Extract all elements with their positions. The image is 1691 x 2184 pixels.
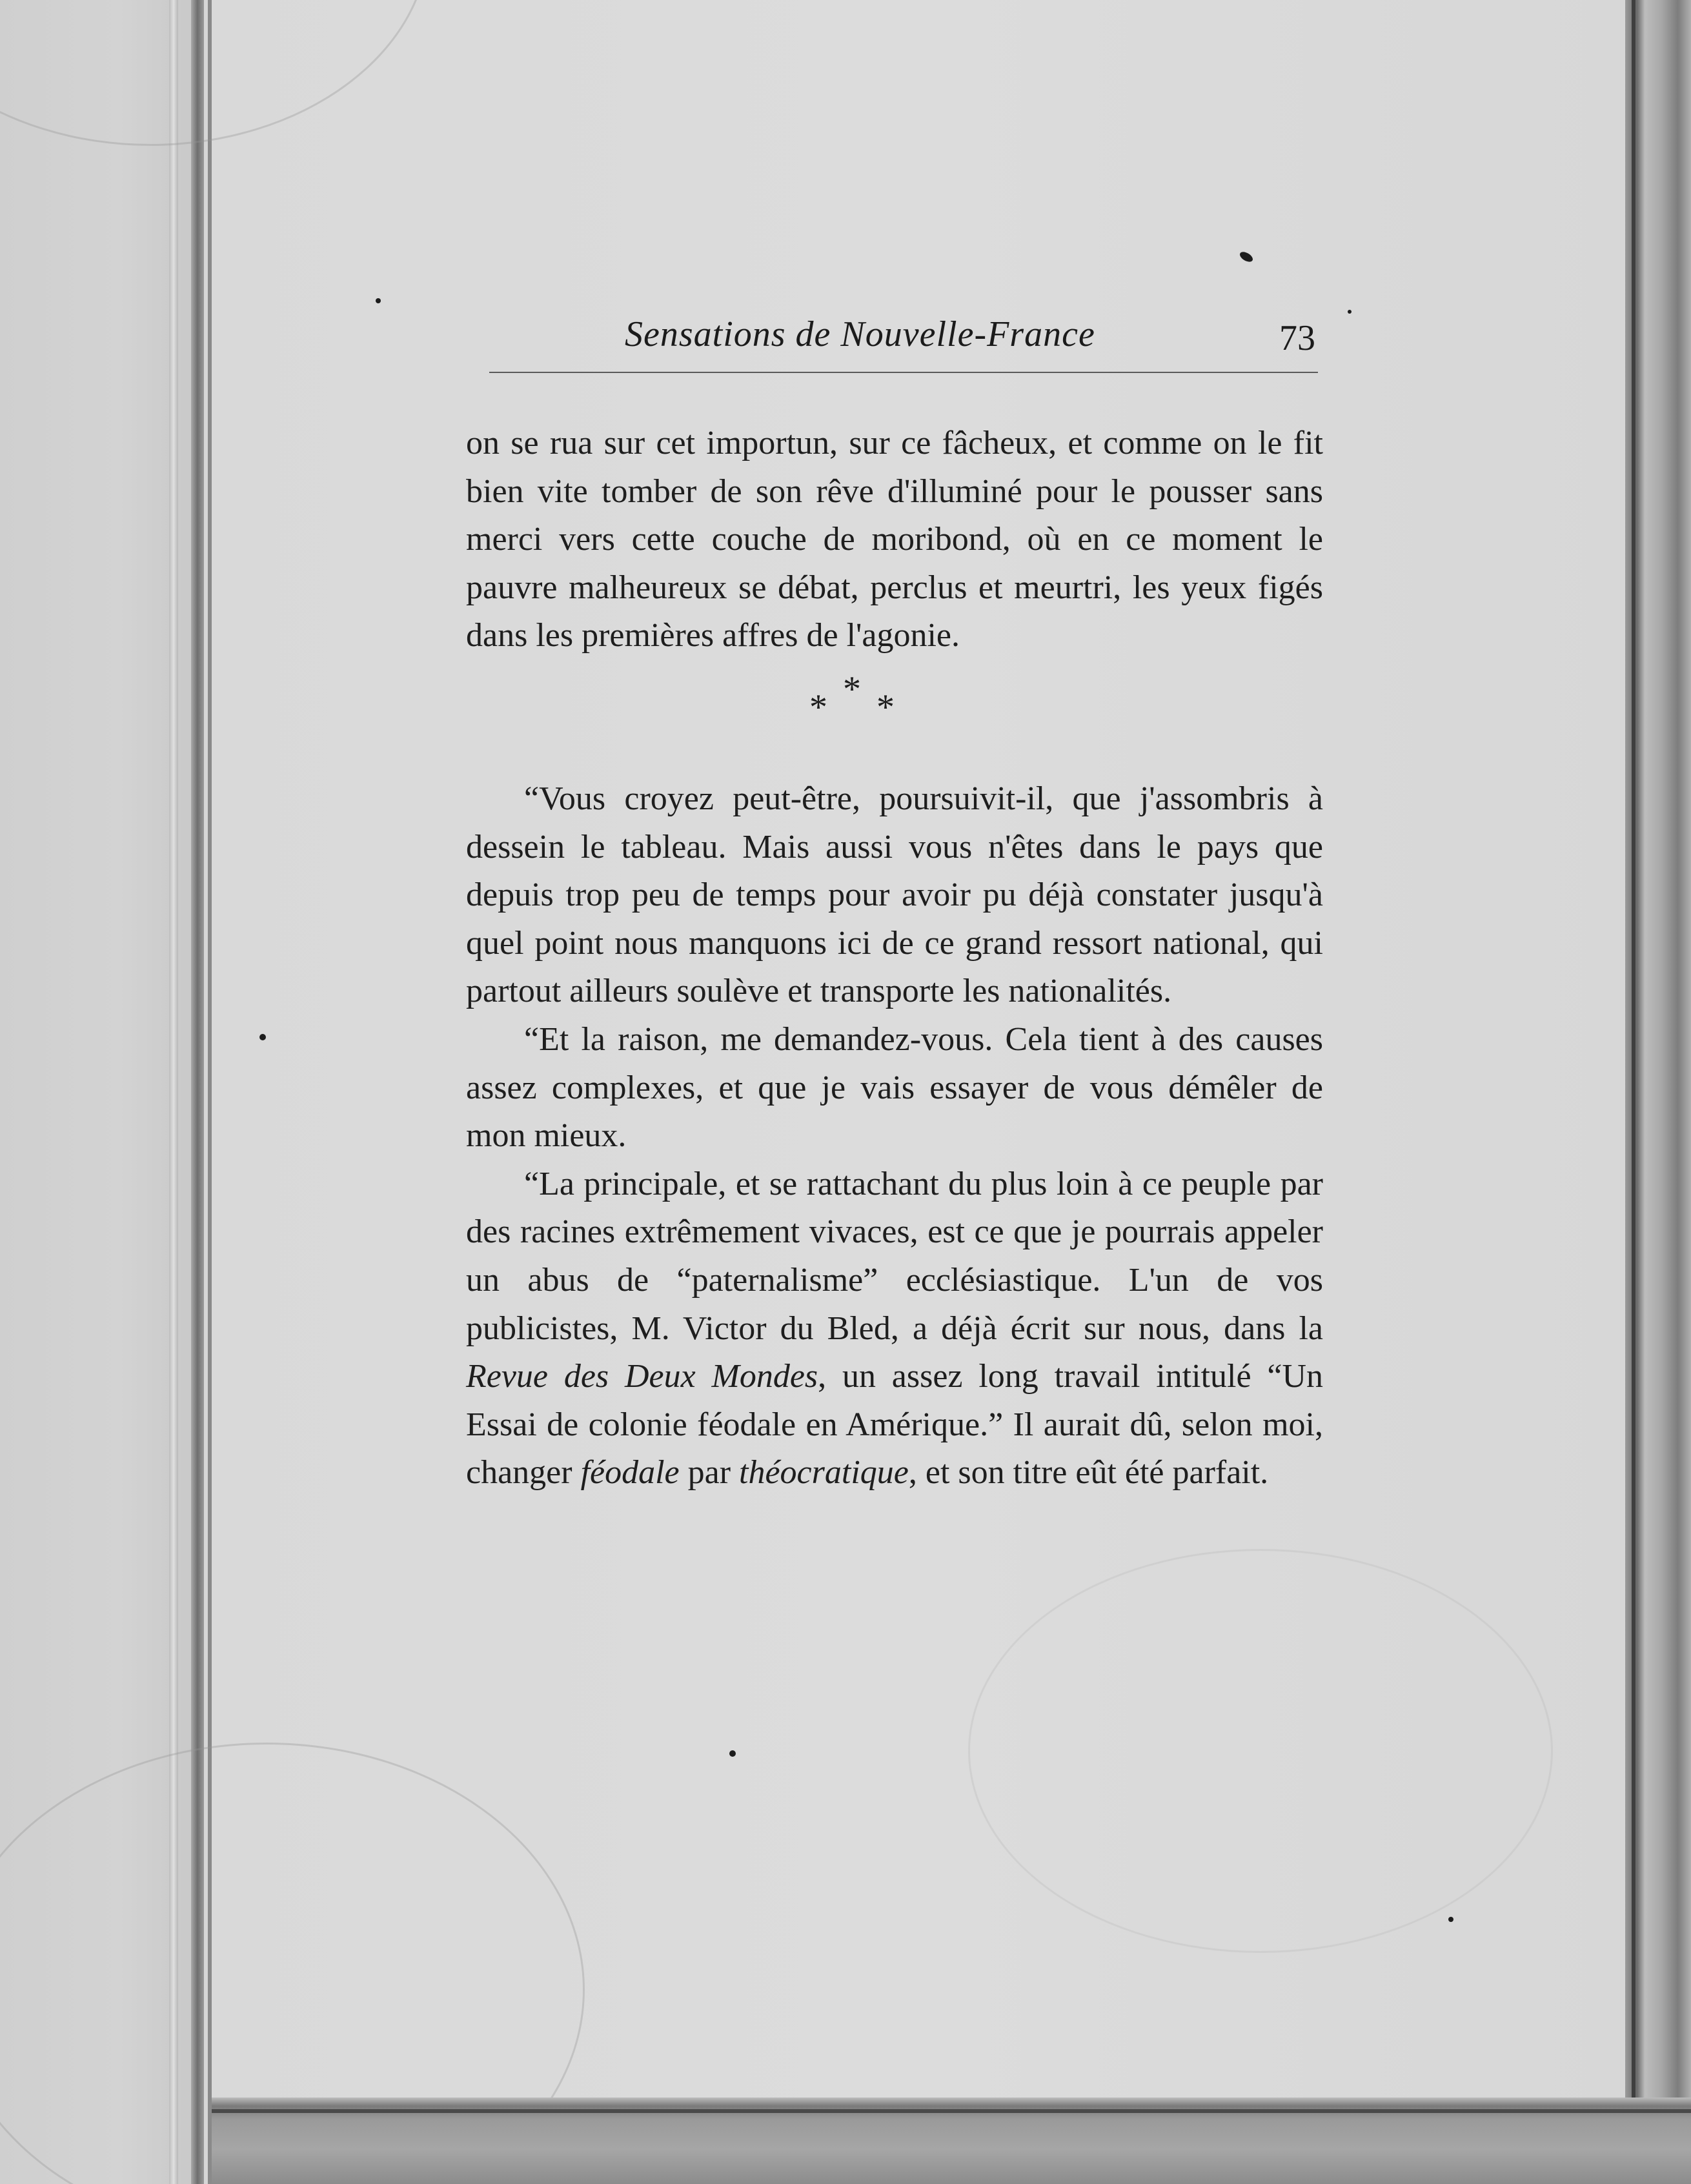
- paragraph: [466, 1160, 1323, 1497]
- dust-speck: [1348, 310, 1352, 314]
- body-text: [466, 420, 1323, 1497]
- journal-title: Revue des Deux Mondes: [466, 1358, 818, 1395]
- asterism-divider: [466, 665, 1323, 775]
- page-number: 73: [1279, 318, 1315, 358]
- dust-speck: [729, 1750, 736, 1757]
- asterism-star: *: [843, 669, 861, 709]
- water-stain: [968, 1549, 1553, 1953]
- paragraph-text: , un assez long travail intitulé “Un Essai de colonie féodale en Amérique.” Il aurait dû, selon moi, changer: [466, 1358, 1323, 1491]
- cover-board-line: [1632, 0, 1635, 2184]
- dust-speck: [259, 1034, 266, 1040]
- paragraph: “Et la raison, me demandez-vous. Cela tient à des causes assez complexes, et que je vais essayer de vous démêler de mon mieux.: [466, 1020, 1323, 1155]
- paragraph: on se rua sur cet importun, sur ce fâcheux, et comme on le fit bien vite tomber de son rêve d'illuminé pour le pousser sans merci vers cette couche de moribond, où en ce moment le pauvre malheureux se débat, perclus et meurtri, les yeux figés dans les premières affres de l'agonie.: [466, 425, 1323, 654]
- emphasized-word: théocratique: [739, 1454, 909, 1491]
- dust-speck: [376, 298, 381, 303]
- paragraph-text: “La principale, et se rattachant du plus loin à ce peuple par des racines extrêmement vivaces, est ce que je pourrais appeler un abus de “paternalisme” ecclésiastique. L'un de vos publicistes, M. Victor du Bled, a déjà écrit sur nous, dans la: [466, 1165, 1323, 1347]
- asterism-star: *: [876, 687, 895, 727]
- dust-speck: [1448, 1917, 1453, 1922]
- asterism-star: *: [809, 687, 827, 727]
- running-head: [463, 303, 1315, 374]
- emphasized-word: féodale: [580, 1454, 680, 1491]
- running-title: Sensations de Nouvelle-France: [625, 314, 1095, 354]
- header-rule: [489, 372, 1318, 373]
- cover-board-line: [212, 2109, 1691, 2113]
- paragraph-text: , et son titre eût été parfait.: [908, 1454, 1269, 1491]
- paragraph: “Vous croyez peut-être, poursuivit-il, que j'assombris à dessein le tableau. Mais aussi vous n'êtes dans le pays que depuis trop peu de temps pour avoir pu déjà constater jusqu'à quel point nous manquons ici de ce grand ressort national, qui partout ailleurs soulève et transporte les nationalités.: [466, 780, 1323, 1010]
- paragraph-text: par: [679, 1454, 740, 1491]
